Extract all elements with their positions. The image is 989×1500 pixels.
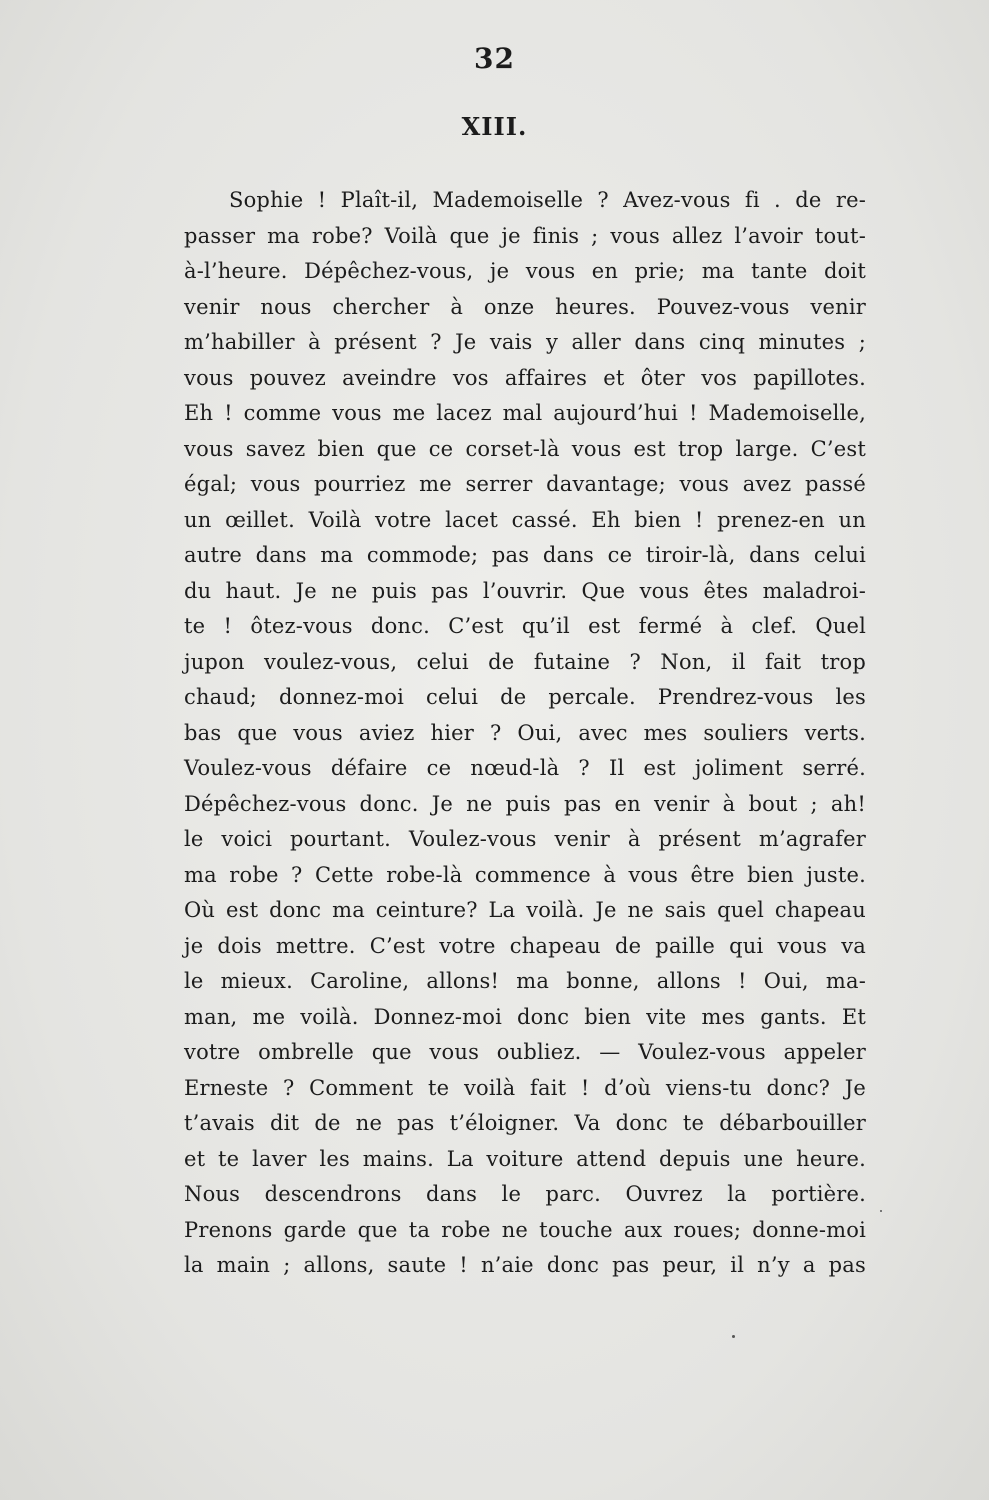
text-line: vous savez bien que ce corset-là vous est trop large. C’est — [184, 436, 866, 461]
body-text — [184, 183, 866, 1284]
text-line: le voici pourtant. Voulez-vous venir à présent m’agrafer — [184, 827, 866, 851]
text-line: m’habiller à présent ? Je vais y aller dans cinq minutes ; — [184, 330, 866, 354]
text-line: vous pouvez aveindre vos affaires et ôter vos papillotes. — [184, 365, 866, 390]
text-line: te ! ôtez-vous donc. C’est qu’il est fermé à clef. Quel — [184, 614, 866, 638]
ink-speck — [880, 1210, 882, 1212]
text-line: bas que vous aviez hier ? Oui, avec mes souliers verts. — [184, 720, 866, 745]
text-line: la main ; allons, saute ! n’aie donc pas peur, il n’y a pas — [184, 1253, 866, 1277]
text-line: votre ombrelle que vous oubliez. — Voulez-vous appeler — [184, 1040, 866, 1064]
text-line: un œillet. Voilà votre lacet cassé. Eh bien ! prenez-en un — [184, 507, 866, 532]
text-line: venir nous chercher à onze heures. Pouvez-vous venir — [184, 294, 866, 319]
text-line: t’avais dit de ne pas t’éloigner. Va donc te débarbouiller — [184, 1111, 866, 1135]
text-line: Sophie ! Plaît-il, Mademoiselle ? Avez-vous fi . de re- — [229, 188, 866, 212]
text-line: le mieux. Caroline, allons! ma bonne, allons ! Oui, ma- — [184, 969, 866, 993]
chapter-heading: XIII. — [461, 112, 528, 141]
ink-speck — [732, 1335, 735, 1338]
text-line: jupon voulez-vous, celui de futaine ? Non, il fait trop — [184, 649, 866, 674]
text-line: Voulez-vous défaire ce nœud-là ? Il est joliment serré. — [184, 756, 866, 780]
text-line: autre dans ma commode; pas dans ce tiroir-là, dans celui — [184, 543, 866, 567]
text-line: man, me voilà. Donnez-moi donc bien vite mes gants. Et — [184, 1004, 866, 1029]
text-line: et te laver les mains. La voiture attend depuis une heure. — [184, 1146, 866, 1171]
text-line: Eh ! comme vous me lacez mal aujourd’hui ! Mademoiselle, — [184, 401, 866, 425]
text-line: chaud; donnez-moi celui de percale. Prendrez-vous les — [184, 685, 866, 709]
text-line: du haut. Je ne puis pas l’ouvrir. Que vous êtes maladroi- — [184, 578, 866, 603]
text-line: Où est donc ma ceinture? La voilà. Je ne sais quel chapeau — [184, 898, 866, 922]
text-line: je dois mettre. C’est votre chapeau de paille qui vous va — [184, 933, 866, 958]
text-line: Dépêchez-vous donc. Je ne puis pas en venir à bout ; ah! — [184, 791, 866, 816]
text-line: passer ma robe? Voilà que je finis ; vous allez l’avoir tout- — [184, 223, 866, 248]
text-line: égal; vous pourriez me serrer davantage; vous avez passé — [184, 472, 866, 496]
text-line: à-l’heure. Dépêchez-vous, je vous en prie; ma tante doit — [184, 259, 866, 283]
text-line: Prenons garde que ta robe ne touche aux roues; donne-moi — [184, 1217, 866, 1242]
text-line: Nous descendrons dans le parc. Ouvrez la portière. — [184, 1182, 866, 1206]
text-line: Erneste ? Comment te voilà fait ! d’où viens-tu donc? Je — [184, 1075, 866, 1100]
page-number: 32 — [474, 42, 515, 75]
text-line: ma robe ? Cette robe-là commence à vous être bien juste. — [184, 862, 866, 887]
